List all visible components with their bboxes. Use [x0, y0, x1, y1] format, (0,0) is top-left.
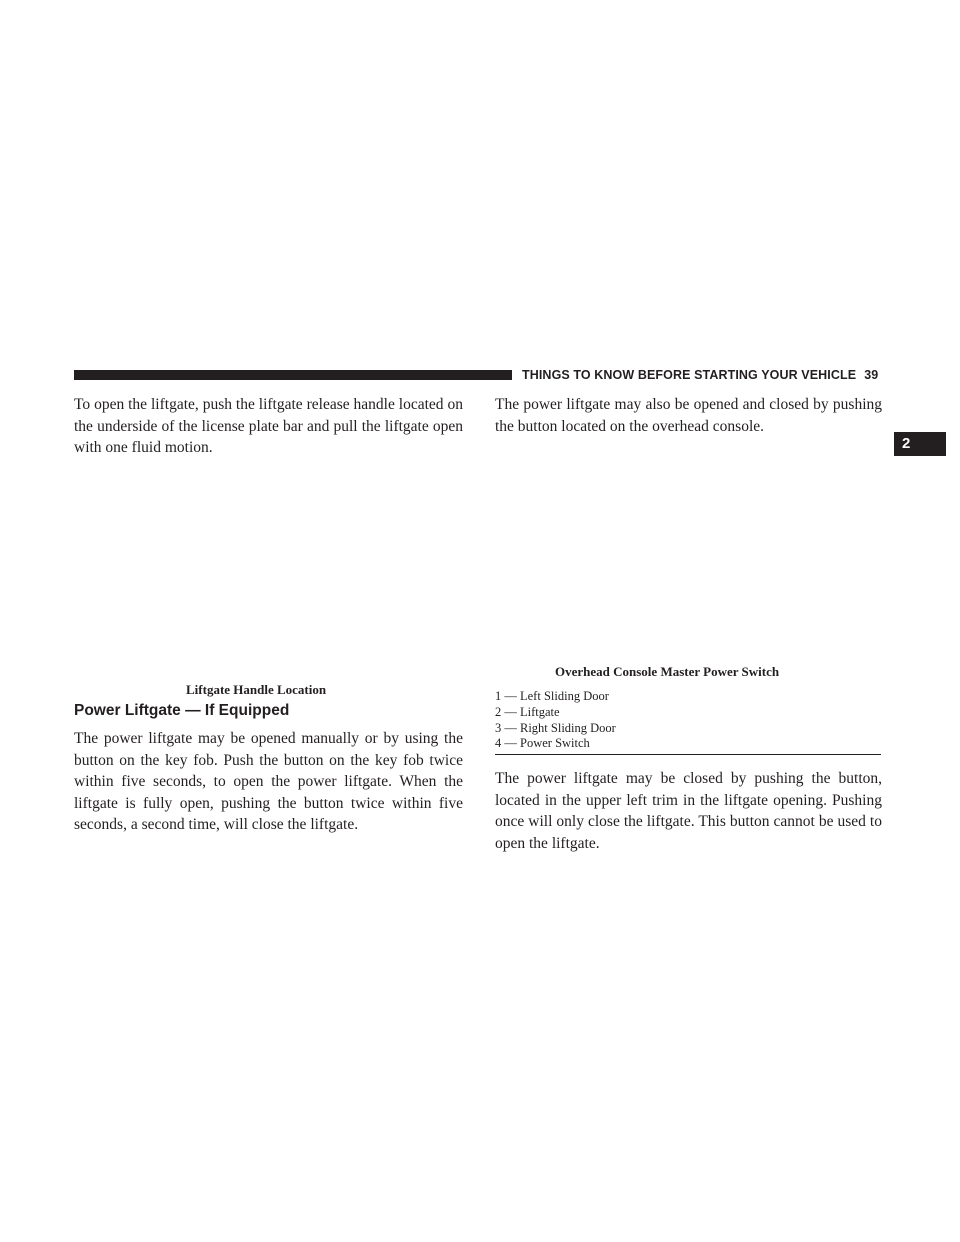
power-liftgate-heading: Power Liftgate — If Equipped — [74, 702, 290, 719]
chapter-tab: 2 — [894, 432, 946, 456]
power-liftgate-paragraph: The power liftgate may be opened manually or by using the button on the key fob. Push the button on the key fob twice within five seconds, to open the power liftgate. When the liftgate is fully open, pushing the button twice within five seconds, a second time, will close the liftgate. — [74, 730, 463, 833]
legend-item: 1 — Left Sliding Door — [495, 689, 609, 703]
running-header — [522, 368, 878, 382]
legend-item: 3 — Right Sliding Door — [495, 720, 616, 735]
liftgate-open-instructions: To open the liftgate, push the liftgate release handle located on the underside of the license plate bar and pull the liftgate open with one fluid motion. — [74, 396, 463, 456]
overhead-console-paragraph: The power liftgate may also be opened and closed by pushing the button located on the overhead console. — [495, 396, 882, 435]
overhead-console-caption: Overhead Console Master Power Switch — [555, 664, 780, 679]
legend-item: 4 — Power Switch — [495, 736, 590, 751]
figure-legend — [495, 689, 881, 755]
header-title: THINGS TO KNOW BEFORE STARTING YOUR VEHICLE — [522, 368, 857, 382]
liftgate-handle-caption: Liftgate Handle Location — [186, 682, 327, 697]
page-number: 39 — [864, 368, 879, 382]
header-rule — [74, 370, 512, 380]
legend-item: 2 — Liftgate — [495, 704, 560, 719]
liftgate-close-button-paragraph: The power liftgate may be closed by pushing the button, located in the upper left trim in the liftgate opening. Pushing once will only close the liftgate. This button cannot be used to open the liftgate. — [495, 770, 882, 852]
